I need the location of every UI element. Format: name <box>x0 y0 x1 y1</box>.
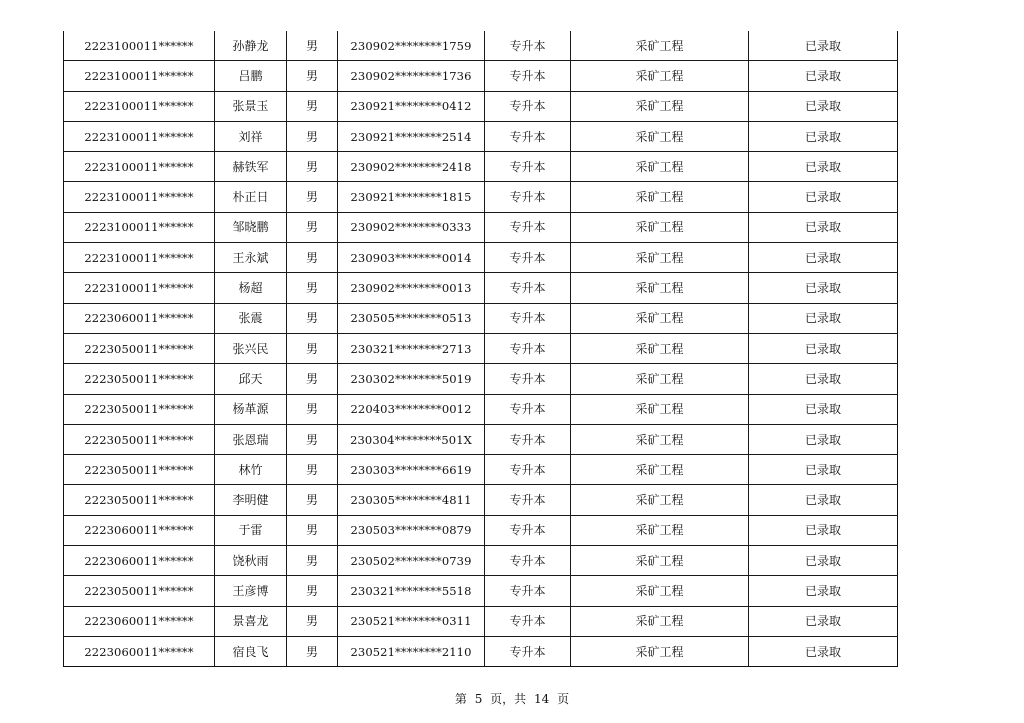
gender-cell: 男 <box>287 91 338 121</box>
major-cell: 采矿工程 <box>571 303 749 333</box>
status-cell: 已录取 <box>749 364 898 394</box>
table-row <box>64 303 898 333</box>
gender-cell: 男 <box>287 455 338 485</box>
status-cell: 已录取 <box>749 546 898 576</box>
id-number-cell: 230502********0739 <box>338 546 485 576</box>
major-cell: 采矿工程 <box>571 515 749 545</box>
table-row <box>64 515 898 545</box>
status-cell: 已录取 <box>749 333 898 363</box>
gender-cell: 男 <box>287 303 338 333</box>
table-row <box>64 424 898 454</box>
level-cell: 专升本 <box>485 243 571 273</box>
table-row <box>64 61 898 91</box>
student-name-cell: 景喜龙 <box>215 606 287 636</box>
student-name-cell: 宿良飞 <box>215 636 287 666</box>
exam-number-cell: 2223100011****** <box>64 31 215 61</box>
major-cell: 采矿工程 <box>571 121 749 151</box>
student-name-cell: 朴正日 <box>215 182 287 212</box>
major-cell: 采矿工程 <box>571 364 749 394</box>
gender-cell: 男 <box>287 394 338 424</box>
level-cell: 专升本 <box>485 61 571 91</box>
level-cell: 专升本 <box>485 546 571 576</box>
student-name-cell: 邹晓鹏 <box>215 212 287 242</box>
table-row <box>64 576 898 606</box>
exam-number-cell: 2223100011****** <box>64 243 215 273</box>
table-row <box>64 455 898 485</box>
level-cell: 专升本 <box>485 31 571 61</box>
id-number-cell: 230902********0013 <box>338 273 485 303</box>
gender-cell: 男 <box>287 636 338 666</box>
student-name-cell: 饶秋雨 <box>215 546 287 576</box>
status-cell: 已录取 <box>749 91 898 121</box>
gender-cell: 男 <box>287 424 338 454</box>
gender-cell: 男 <box>287 212 338 242</box>
major-cell: 采矿工程 <box>571 546 749 576</box>
exam-number-cell: 2223050011****** <box>64 424 215 454</box>
table-row <box>64 273 898 303</box>
major-cell: 采矿工程 <box>571 333 749 363</box>
student-name-cell: 林竹 <box>215 455 287 485</box>
id-number-cell: 220403********0012 <box>338 394 485 424</box>
status-cell: 已录取 <box>749 243 898 273</box>
level-cell: 专升本 <box>485 91 571 121</box>
major-cell: 采矿工程 <box>571 212 749 242</box>
gender-cell: 男 <box>287 121 338 151</box>
student-name-cell: 邱天 <box>215 364 287 394</box>
table-row <box>64 485 898 515</box>
level-cell: 专升本 <box>485 273 571 303</box>
status-cell: 已录取 <box>749 424 898 454</box>
admission-table <box>63 31 898 667</box>
exam-number-cell: 2223100011****** <box>64 152 215 182</box>
status-cell: 已录取 <box>749 273 898 303</box>
exam-number-cell: 2223100011****** <box>64 212 215 242</box>
gender-cell: 男 <box>287 243 338 273</box>
major-cell: 采矿工程 <box>571 243 749 273</box>
student-name-cell: 吕鹏 <box>215 61 287 91</box>
major-cell: 采矿工程 <box>571 394 749 424</box>
major-cell: 采矿工程 <box>571 576 749 606</box>
status-cell: 已录取 <box>749 515 898 545</box>
id-number-cell: 230304********501X <box>338 424 485 454</box>
level-cell: 专升本 <box>485 182 571 212</box>
status-cell: 已录取 <box>749 152 898 182</box>
level-cell: 专升本 <box>485 424 571 454</box>
level-cell: 专升本 <box>485 576 571 606</box>
student-name-cell: 赫铁军 <box>215 152 287 182</box>
exam-number-cell: 2223100011****** <box>64 61 215 91</box>
major-cell: 采矿工程 <box>571 61 749 91</box>
gender-cell: 男 <box>287 485 338 515</box>
major-cell: 采矿工程 <box>571 91 749 121</box>
table-row <box>64 606 898 636</box>
exam-number-cell: 2223050011****** <box>64 394 215 424</box>
status-cell: 已录取 <box>749 303 898 333</box>
status-cell: 已录取 <box>749 394 898 424</box>
status-cell: 已录取 <box>749 31 898 61</box>
exam-number-cell: 2223060011****** <box>64 546 215 576</box>
id-number-cell: 230902********0333 <box>338 212 485 242</box>
major-cell: 采矿工程 <box>571 485 749 515</box>
major-cell: 采矿工程 <box>571 455 749 485</box>
status-cell: 已录取 <box>749 485 898 515</box>
student-name-cell: 王彦博 <box>215 576 287 606</box>
level-cell: 专升本 <box>485 152 571 182</box>
level-cell: 专升本 <box>485 212 571 242</box>
major-cell: 采矿工程 <box>571 424 749 454</box>
student-name-cell: 王永斌 <box>215 243 287 273</box>
exam-number-cell: 2223050011****** <box>64 333 215 363</box>
id-number-cell: 230921********2514 <box>338 121 485 151</box>
id-number-cell: 230505********0513 <box>338 303 485 333</box>
level-cell: 专升本 <box>485 333 571 363</box>
major-cell: 采矿工程 <box>571 182 749 212</box>
student-name-cell: 杨革源 <box>215 394 287 424</box>
gender-cell: 男 <box>287 61 338 91</box>
table-row <box>64 636 898 666</box>
id-number-cell: 230903********0014 <box>338 243 485 273</box>
exam-number-cell: 2223050011****** <box>64 364 215 394</box>
id-number-cell: 230902********1759 <box>338 31 485 61</box>
table-row <box>64 243 898 273</box>
exam-number-cell: 2223100011****** <box>64 182 215 212</box>
id-number-cell: 230321********2713 <box>338 333 485 363</box>
student-name-cell: 张景玉 <box>215 91 287 121</box>
student-name-cell: 张兴民 <box>215 333 287 363</box>
table-row <box>64 333 898 363</box>
exam-number-cell: 2223060011****** <box>64 636 215 666</box>
id-number-cell: 230521********2110 <box>338 636 485 666</box>
student-name-cell: 张震 <box>215 303 287 333</box>
table-row <box>64 182 898 212</box>
status-cell: 已录取 <box>749 606 898 636</box>
gender-cell: 男 <box>287 606 338 636</box>
table-row <box>64 546 898 576</box>
level-cell: 专升本 <box>485 636 571 666</box>
major-cell: 采矿工程 <box>571 152 749 182</box>
major-cell: 采矿工程 <box>571 31 749 61</box>
student-name-cell: 李明健 <box>215 485 287 515</box>
exam-number-cell: 2223100011****** <box>64 273 215 303</box>
table-row <box>64 121 898 151</box>
major-cell: 采矿工程 <box>571 636 749 666</box>
id-number-cell: 230303********6619 <box>338 455 485 485</box>
status-cell: 已录取 <box>749 61 898 91</box>
level-cell: 专升本 <box>485 364 571 394</box>
gender-cell: 男 <box>287 546 338 576</box>
exam-number-cell: 2223060011****** <box>64 303 215 333</box>
table-row <box>64 212 898 242</box>
id-number-cell: 230305********4811 <box>338 485 485 515</box>
table-row <box>64 394 898 424</box>
exam-number-cell: 2223050011****** <box>64 576 215 606</box>
status-cell: 已录取 <box>749 182 898 212</box>
id-number-cell: 230321********5518 <box>338 576 485 606</box>
status-cell: 已录取 <box>749 455 898 485</box>
page-number: 第 5 页，共 14 页 <box>454 692 570 706</box>
level-cell: 专升本 <box>485 121 571 151</box>
exam-number-cell: 2223060011****** <box>64 606 215 636</box>
level-cell: 专升本 <box>485 394 571 424</box>
exam-number-cell: 2223060011****** <box>64 515 215 545</box>
exam-number-cell: 2223100011****** <box>64 121 215 151</box>
major-cell: 采矿工程 <box>571 606 749 636</box>
id-number-cell: 230902********1736 <box>338 61 485 91</box>
level-cell: 专升本 <box>485 455 571 485</box>
id-number-cell: 230902********2418 <box>338 152 485 182</box>
table-row <box>64 152 898 182</box>
gender-cell: 男 <box>287 515 338 545</box>
level-cell: 专升本 <box>485 606 571 636</box>
table-body <box>64 31 898 667</box>
gender-cell: 男 <box>287 364 338 394</box>
student-name-cell: 于雷 <box>215 515 287 545</box>
level-cell: 专升本 <box>485 515 571 545</box>
gender-cell: 男 <box>287 273 338 303</box>
id-number-cell: 230921********1815 <box>338 182 485 212</box>
gender-cell: 男 <box>287 333 338 363</box>
id-number-cell: 230921********0412 <box>338 91 485 121</box>
id-number-cell: 230521********0311 <box>338 606 485 636</box>
student-name-cell: 杨超 <box>215 273 287 303</box>
exam-number-cell: 2223050011****** <box>64 455 215 485</box>
table-row <box>64 91 898 121</box>
major-cell: 采矿工程 <box>571 273 749 303</box>
level-cell: 专升本 <box>485 303 571 333</box>
table-row <box>64 364 898 394</box>
status-cell: 已录取 <box>749 636 898 666</box>
student-name-cell: 孙静龙 <box>215 31 287 61</box>
gender-cell: 男 <box>287 576 338 606</box>
table-row <box>64 31 898 61</box>
id-number-cell: 230503********0879 <box>338 515 485 545</box>
level-cell: 专升本 <box>485 485 571 515</box>
exam-number-cell: 2223100011****** <box>64 91 215 121</box>
status-cell: 已录取 <box>749 212 898 242</box>
status-cell: 已录取 <box>749 121 898 151</box>
gender-cell: 男 <box>287 182 338 212</box>
status-cell: 已录取 <box>749 576 898 606</box>
student-name-cell: 刘祥 <box>215 121 287 151</box>
gender-cell: 男 <box>287 152 338 182</box>
student-name-cell: 张恩瑞 <box>215 424 287 454</box>
gender-cell: 男 <box>287 31 338 61</box>
exam-number-cell: 2223050011****** <box>64 485 215 515</box>
id-number-cell: 230302********5019 <box>338 364 485 394</box>
